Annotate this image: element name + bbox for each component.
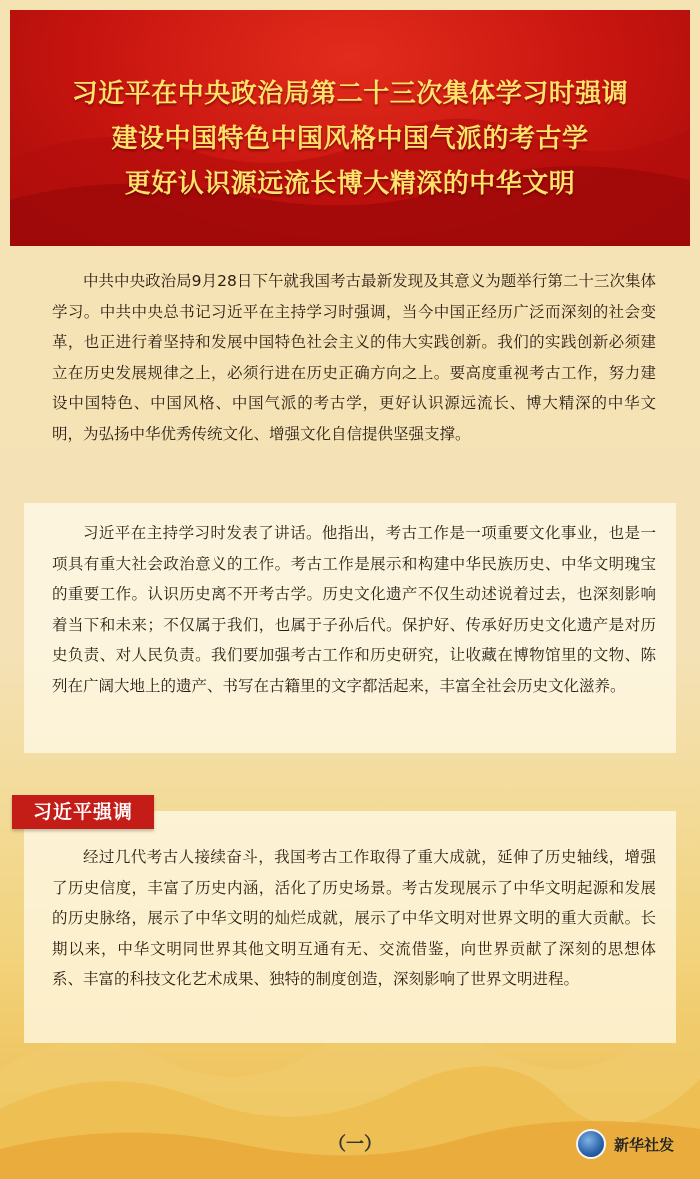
header-banner	[10, 10, 690, 246]
globe-icon	[576, 1129, 606, 1159]
source-label: 新华社发	[614, 1135, 675, 1154]
headline-line-3: 更好认识源远流长博大精深的中华文明	[124, 169, 576, 199]
page-number: （一）	[328, 1134, 382, 1155]
source-logo	[576, 1125, 674, 1163]
section-tag: 习近平强调	[12, 795, 154, 829]
paragraph-emphasis: 经过几代考古人接续奋斗，我国考古工作取得了重大成就，延伸了历史轴线，增强了历史信度，丰富了历史内涵，活化了历史场景。考古发现展示了中华文明起源和发展的历史脉络，展示了中华文明的灿烂成就，展示了中华文明对世界文明的重大贡献。长期以来，中华文明同世界其他文明互通有无、交流借鉴，向世界贡献了深刻的思想体系、丰富的科技文化艺术成果、独特的制度创造，深刻影响了世界文明进程。	[52, 848, 656, 988]
headline	[10, 72, 690, 207]
paragraph-speech: 习近平在主持学习时发表了讲话。他指出，考古工作是一项重要文化事业，也是一项具有重大社会政治意义的工作。考古工作是展示和构建中华民族历史、中华文明瑰宝的重要工作。认识历史离不开考古学。历史文化遗产不仅生动述说着过去，也深刻影响着当下和未来；不仅属于我们，也属于子孙后代。保护好、传承好历史文化遗产是对历史负责、对人民负责。我们要加强考古工作和历史研究，让收藏在博物馆里的文物、陈列在广阔大地上的遗产、书写在古籍里的文字都活起来，丰富全社会历史文化滋养。	[52, 524, 656, 695]
headline-line-1: 习近平在中央政治局第二十三次集体学习时强调	[71, 79, 629, 109]
paragraph-intro: 中共中央政治局9月28日下午就我国考古最新发现及其意义为题举行第二十三次集体学习。中共中央总书记习近平在主持学习时强调，当今中国正经历广泛而深刻的社会变革，也正进行着坚持和发展中国特色社会主义的伟大实践创新。我们的实践创新必须建立在历史发展规律之上，必须行进在历史正确方向之上。要高度重视考古工作，努力建设中国特色、中国风格、中国气派的考古学，更好认识源远流长、博大精深的中华文明，为弘扬中华优秀传统文化、增强文化自信提供坚强支撑。	[52, 272, 656, 443]
headline-line-2: 建设中国特色中国风格中国气派的考古学	[111, 124, 589, 154]
